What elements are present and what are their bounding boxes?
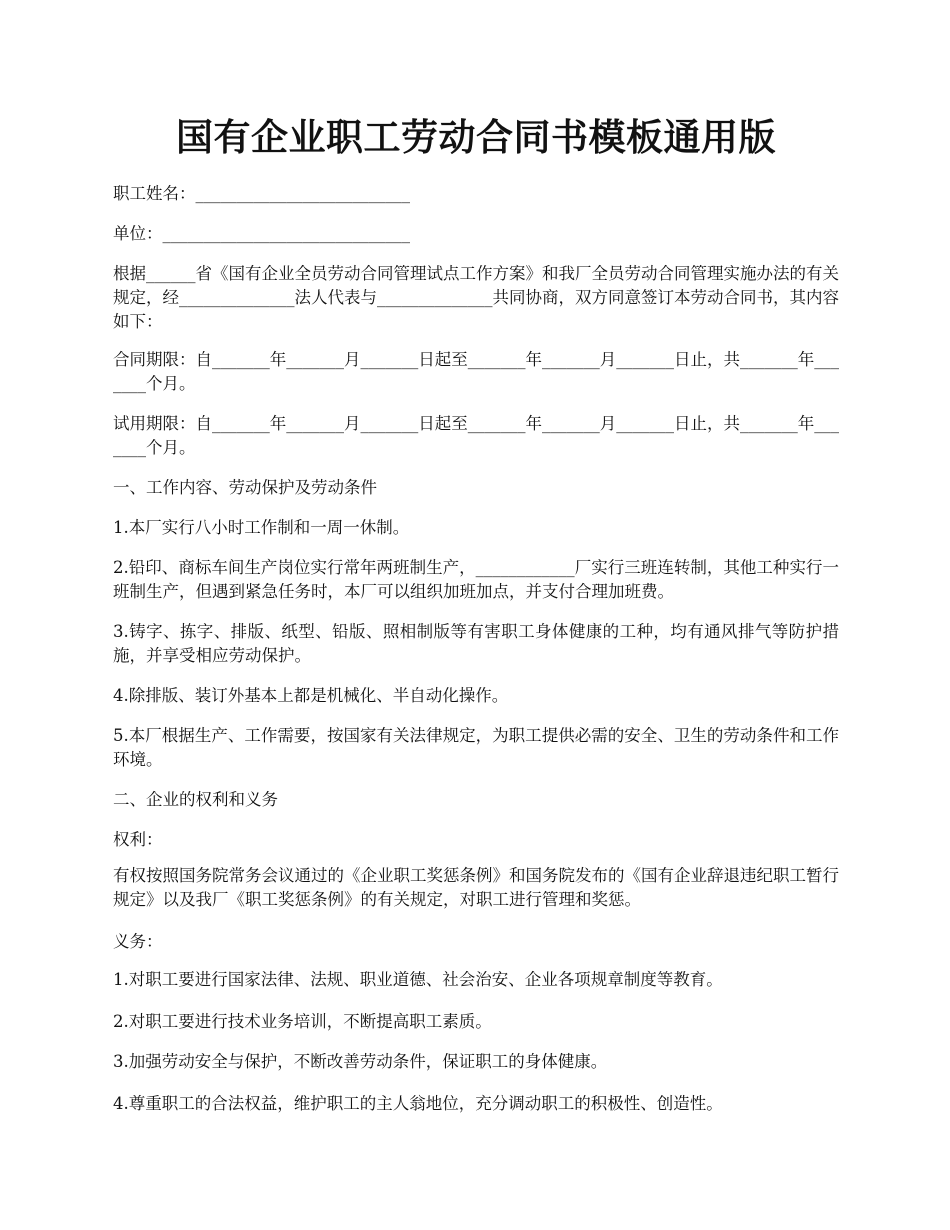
employee-name-line: 职工姓名：__________________________ xyxy=(113,184,410,203)
document-title: 国有企业职工劳动合同书模板通用版 xyxy=(176,115,776,159)
employer-unit-line: 单位：______________________________ xyxy=(113,224,410,243)
clause-1-2: 2.铅印、商标车间生产岗位实行常年两班制生产，____________厂实行三班连转制，其他工种实行一班制生产，但遇到紧急任务时，本厂可以组织加班加点，并支付合理加班费。 xyxy=(113,558,839,601)
obligation-1: 1.对职工要进行国家法律、法规、职业道德、社会治安、企业各项规章制度等教育。 xyxy=(113,970,723,989)
contract-term-paragraph: 合同期限：自_______年_______月_______日起至_______年_______月_______日止，共_______年_______个月。 xyxy=(113,350,839,393)
obligations-label: 义务： xyxy=(113,932,163,951)
rights-paragraph: 有权按照国务院常务会议通过的《企业职工奖惩条例》和国务院发布的《国有企业辞退违纪职工暂行规定》以及我厂《职工奖惩条例》的有关规定，对职工进行管理和奖惩。 xyxy=(113,866,839,909)
clause-1-5: 5.本厂根据生产、工作需要，按国家有关法律规定，为职工提供必需的安全、卫生的劳动条件和工作环境。 xyxy=(113,726,839,769)
clause-1-4: 4.除排版、装订外基本上都是机械化、半自动化操作。 xyxy=(113,686,509,705)
clause-1-3: 3.铸字、拣字、排版、纸型、铅版、照相制版等有害职工身体健康的工种，均有通风排气等防护措施，并享受相应劳动保护。 xyxy=(113,622,839,665)
section-heading-2: 二、企业的权利和义务 xyxy=(113,790,278,809)
section-heading-1: 一、工作内容、劳动保护及劳动条件 xyxy=(113,478,377,497)
obligation-2: 2.对职工要进行技术业务培训，不断提高职工素质。 xyxy=(113,1012,492,1031)
rights-label: 权利： xyxy=(113,830,163,849)
clause-1-1: 1.本厂实行八小时工作制和一周一休制。 xyxy=(113,518,410,537)
obligation-3: 3.加强劳动安全与保护，不断改善劳动条件，保证职工的身体健康。 xyxy=(113,1052,608,1071)
preamble-paragraph: 根据______省《国有企业全员劳动合同管理试点工作方案》和我厂全员劳动合同管理实施办法的有关规定，经______________法人代表与______________共同协商，双方同意签订本劳动合同书，其内容如下： xyxy=(113,264,839,331)
probation-term-paragraph: 试用期限：自_______年_______月_______日起至_______年_______月_______日止，共_______年_______个月。 xyxy=(113,414,839,457)
obligation-4: 4.尊重职工的合法权益，维护职工的主人翁地位，充分调动职工的积极性、创造性。 xyxy=(113,1094,723,1113)
